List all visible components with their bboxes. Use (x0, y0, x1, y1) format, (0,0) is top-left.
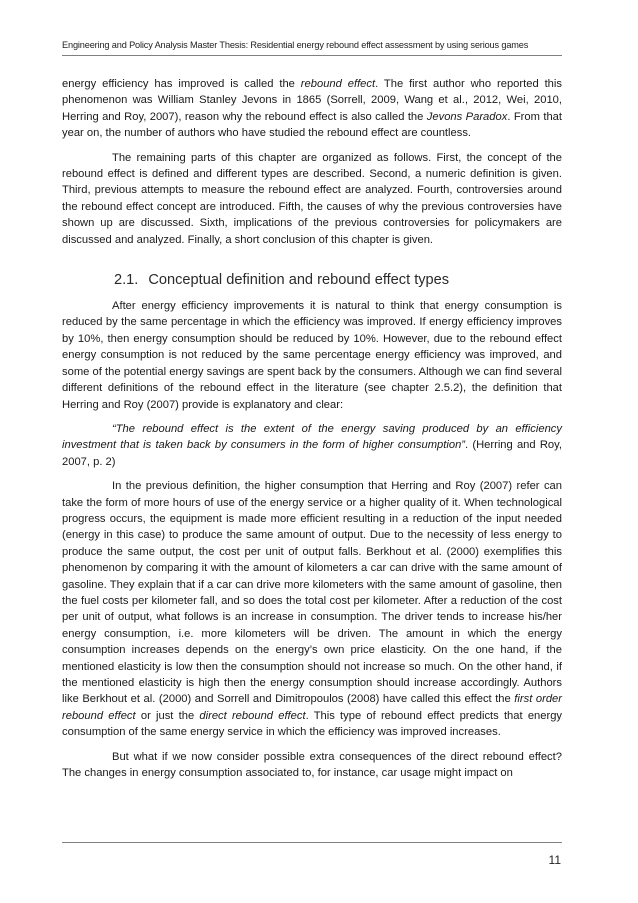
paragraph-definition-intro: After energy efficiency improvements it is natural to think that energy consumption is reduced by the same percentage in which the efficiency was improved. If energy efficiency improves by 10%, then energy consumption should be reduced by 10%. However, due to the rebound effect energy consumption is not reduced by the same percentage energy efficiency was improved, and some of the potential energy savings are spent back by the consumers. Although we can find several different definitions of the rebound effect in the literature (see chapter 2.5.2), the definition that Herring and Roy (2007) provide is explanatory and clear: (62, 300, 562, 411)
running-header: Engineering and Policy Analysis Master Thesis: Residential energy rebound effect assessment by using serious games (62, 40, 529, 50)
term-direct-rebound: direct rebound effect (199, 709, 306, 722)
text-run: energy efficiency has improved is called the (62, 78, 301, 90)
footer-divider (62, 842, 562, 843)
text-run: or just the (135, 709, 200, 722)
text-run: In the previous definition, the higher consumption that Herring and Roy (2007) refer can take the form of more hours of use of the energy service or a higher quality of it. When technological progress occurs, the equipment is made more efficient resulting in a reduction of the input needed (energy in this case) to produce the same amount of output. Due to the necessity of less energy to produce the same output, the cost per unit of output falls. Berkhout et al. (2000) exemplifies this phenomenon by comparing it with the amount of kilometers a car can drive with the same amount of gasoline. They explain that if a car can drive more kilometers with the same amount of gasoline, then the fuel costs per kilometer fall, and so does the total cost per kilometer. After a reduction of the cost per unit of output, what follows is an increase in consumption. The driver tends to increase his/her energy consumption, i.e. more kilometers will be driven. The amount in which the energy consumption increases depends on the energy’s own price elasticity. On the one hand, if the mentioned elasticity is low then the consumption should not increase so much. On the other hand, if the mentioned elasticity is high then the energy consumption should increase accordingly. Authors like Berkhout et al. (2000) and Sorrell and Dimitropoulos (2008) have called this effect the (62, 480, 562, 706)
term-rebound-effect: rebound effect (300, 78, 376, 90)
term-first-order-rebound: first order rebound effect (62, 693, 562, 722)
quoted-definition: “The rebound effect is the extent of the energy saving produced by an efficiency investment that is taken back by consumers in the form of higher consumption” (62, 422, 562, 452)
page-body (62, 76, 562, 789)
section-number: 2.1. (114, 272, 139, 289)
quote-citation: . (Herring and Roy, 2007, p. 2) (62, 439, 562, 468)
paragraph-continued (62, 76, 562, 142)
section-title: Conceptual definition and rebound effect types (148, 272, 450, 289)
paragraph-indirect-question: But what if we now consider possible extra consequences of the direct rebound effect? The changes in energy consumption associated to, for instance, car usage might impact on (62, 750, 562, 780)
paragraph-direct-rebound (62, 478, 562, 741)
header-divider (62, 55, 562, 56)
text-run: . The first author who reported this phenomenon was William Stanley Jevons in 1865 (Sorrell, 2009, Wang et al., 2012, Wei, 2010, Herring and Roy, 2007), reason why the rebound effect is also called the (62, 78, 562, 123)
paragraph-chapter-outline: The remaining parts of this chapter are organized as follows. First, the concept of the rebound effect is defined and different types are described. Second, a numeric definition is given. Third, previous attempts to measure the rebound effect are analyzed. Fourth, controversies around the rebound effect concept are introduced. Fifth, the causes of why the previous controversies have shown up are discussed. Sixth, implications of the previous controversies for policymakers are discussed and analyzed. Finally, a short conclusion of this chapter is given. (62, 151, 562, 246)
text-run: . From that year on, the number of authors who have studied the rebound effect are countless. (62, 110, 562, 140)
section-heading (114, 272, 562, 288)
text-run: . This type of rebound effect predicts that energy consumption of the same energy service in which the efficiency was improved increases. (62, 709, 563, 739)
paragraph-quote (62, 421, 562, 470)
term-jevons-paradox: Jevons Paradox (426, 110, 508, 123)
page-number: 11 (548, 853, 561, 867)
